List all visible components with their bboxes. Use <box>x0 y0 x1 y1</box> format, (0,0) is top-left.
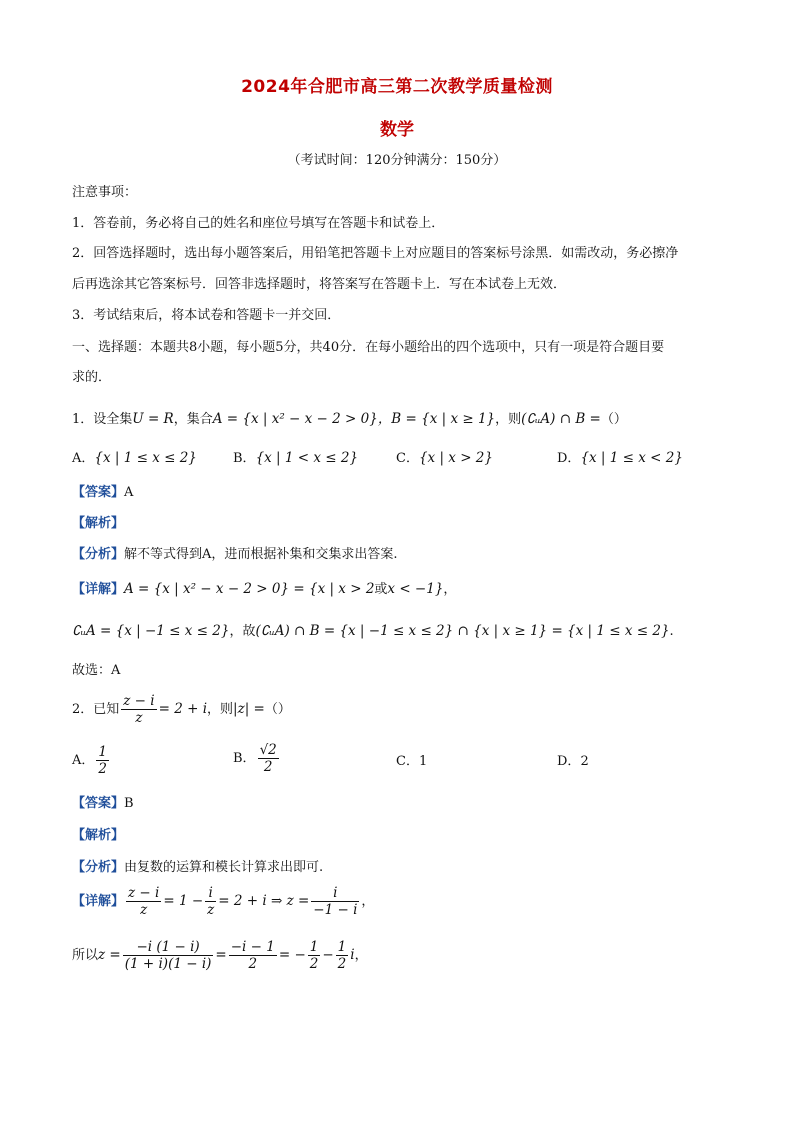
note-item-2-line-2: 后再选涂其它答案标号．回答非选择题时，将答案写在答题卡上．写在本试卷上无效． <box>72 277 567 292</box>
q1-set-a: A = {x | x² − x − 2 > 0} <box>212 411 378 427</box>
q1-mid: ，集合 <box>173 412 213 427</box>
question-1-stem <box>72 410 732 429</box>
q1-answer: 【答案】A <box>72 485 134 500</box>
q1-option-c: C．{x | x > 2} <box>396 450 493 466</box>
q2-detail-line-1: 【详解】 $\frac{z - i}{z}$ = 1 − $\frac{i}{z}$ = 2 + i ⇒ z = $\frac{i}{-1 - i}$ ， <box>72 885 375 918</box>
q1-option-d: D．{x | 1 ≤ x < 2} <box>557 450 683 466</box>
note-item-2-line-1: 2．回答选择题时，选出每小题答案后，用铅笔把答题卡上对应题目的答案标号涂黑．如需改动，务必擦净 <box>72 246 679 261</box>
q2-answer: 【答案】B <box>72 796 134 811</box>
q2-fenxi: 【分析】由复数的运算和模长计算求出即可. <box>72 860 324 875</box>
q2-option-c: C．1 <box>396 754 428 769</box>
q1-detail-line-1: 【详解】A = {x | x² − x − 2 > 0} = {x | x > 2或x < −1}， <box>72 581 457 597</box>
q1-fenxi: 【分析】解不等式得到A，进而根据补集和交集求出答案. <box>72 547 398 562</box>
q2-option-a: A． $\frac{1}{2}$ <box>72 744 107 777</box>
exam-info: （考试时间：120分钟满分：150分） <box>287 153 507 168</box>
q1-detail-line-2: ∁ᵤA = {x | −1 ≤ x ≤ 2}，故(∁ᵤA) ∩ B = {x | −1 ≤ x ≤ 2} ∩ {x | x ≥ 1} = {x | 1 ≤ x ≤ 2}. <box>72 623 674 639</box>
q1-expression: (∁ᵤA) ∩ B = <box>521 411 601 427</box>
q2-fraction: $\frac{z - i}{z}$ <box>123 693 155 726</box>
note-item-3: 3．考试结束后，将本试卷和答题卡一并交回． <box>72 308 341 323</box>
q2-analysis-heading: 【解析】 <box>72 828 125 843</box>
q1-prefix: 1．设全集 <box>72 412 133 427</box>
q2-option-b: B． $\frac{√2}{2}$ <box>233 742 277 775</box>
section-1-heading-line-2: 求的． <box>72 370 112 385</box>
exam-title: 2024年合肥市高三第二次教学质量检测 <box>241 77 553 97</box>
section-1-heading-line-1: 一、选择题：本题共8小题，每小题5分，共40分．在每小题给出的四个选项中，只有一项是符合题目要 <box>72 340 665 355</box>
q1-option-a: A．{x | 1 ≤ x ≤ 2} <box>72 450 197 466</box>
notes-heading: 注意事项： <box>72 185 138 200</box>
question-2-stem: 2．已知 $\frac{z - i}{z}$ = 2 + i，则|z| =（） <box>72 693 291 726</box>
q1-analysis-heading: 【解析】 <box>72 516 125 531</box>
q1-paren: （） <box>600 412 627 427</box>
q1-set-b: ，B = {x | x ≥ 1} <box>377 411 496 427</box>
q1-option-b: B．{x | 1 < x ≤ 2} <box>233 450 359 466</box>
q1-universe: U = R <box>132 411 174 427</box>
note-item-1: 1．答卷前，务必将自己的姓名和座位号填写在答题卡和试卷上． <box>72 216 445 231</box>
answer-tag: 【答案】 <box>72 485 125 500</box>
q2-detail-line-2: 所以z = $\frac{-i (1 - i)}{(1 + i)(1 - i)}$ = $\frac{-i - 1}{2}$ = − $\frac{1}{2}$ − $\frac{1}{2}$ i， <box>72 939 368 972</box>
q1-then: ，则 <box>495 412 522 427</box>
subject-title: 数学 <box>380 120 414 140</box>
q2-option-d: D．2 <box>557 754 589 769</box>
q1-conclusion: 故选：A <box>72 663 121 678</box>
